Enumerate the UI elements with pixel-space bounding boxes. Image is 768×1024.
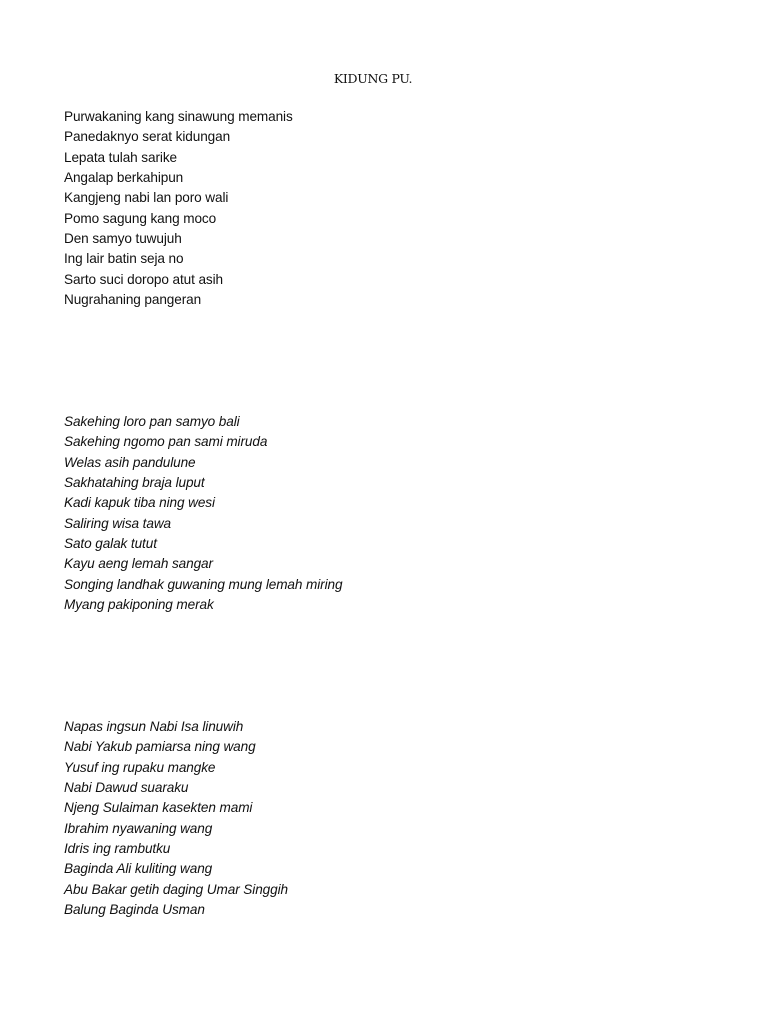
verse-line: Idris ing rambutku	[64, 841, 171, 857]
verse-line: Ing lair batin seja no	[64, 251, 184, 267]
verse-line: Den samyo tuwujuh	[64, 231, 182, 247]
verse-line: Kayu aeng lemah sangar	[64, 556, 213, 572]
verse-line: Kangjeng nabi lan poro wali	[64, 190, 229, 206]
stanza-3	[64, 717, 288, 920]
verse-line: Nabi Yakub pamiarsa ning wang	[64, 739, 256, 755]
verse-line: Napas ingsun Nabi Isa linuwih	[64, 719, 244, 734]
verse-line: Pomo sagung kang moco	[64, 210, 217, 226]
verse-line: Abu Bakar getih daging Umar Singgih	[64, 881, 288, 897]
verse-line: Nabi Dawud suaraku	[64, 780, 189, 796]
verse-line: Angalap berkahipun	[64, 170, 184, 186]
stanza-2	[64, 412, 342, 615]
document-title: KIDUNG PU.	[333, 71, 413, 86]
verse-line: Panedaknyo serat kidungan	[64, 129, 231, 145]
verse-line: Sato galak tutut	[64, 536, 157, 552]
stanza-1	[64, 107, 293, 310]
verse-line: Yusuf ing rupaku mangke	[64, 759, 216, 775]
verse-line: Songing landhak guwaning mung lemah miring	[64, 576, 343, 592]
verse-line: Sakehing loro pan samyo bali	[64, 414, 240, 429]
verse-line: Nugrahaning pangeran	[64, 292, 202, 308]
verse-line: Myang pakiponing merak	[64, 597, 214, 613]
verse-line: Sakehing ngomo pan sami miruda	[64, 434, 268, 450]
verse-line: Welas asih pandulune	[64, 454, 196, 470]
verse-line: Kadi kapuk tiba ning wesi	[64, 495, 215, 511]
verse-line: Sakhatahing braja luput	[64, 475, 205, 491]
verse-line: Lepata tulah sarike	[64, 149, 177, 165]
verse-line: Njeng Sulaiman kasekten mami	[64, 800, 253, 816]
verse-line: Purwakaning kang sinawung memanis	[64, 109, 293, 124]
verse-line: Baginda Ali kuliting wang	[64, 861, 213, 877]
verse-line: Balung Baginda Usman	[64, 902, 205, 918]
verse-line: Ibrahim nyawaning wang	[64, 820, 213, 836]
verse-line: Saliring wisa tawa	[64, 515, 171, 531]
verse-line: Sarto suci doropo atut asih	[64, 271, 224, 287]
